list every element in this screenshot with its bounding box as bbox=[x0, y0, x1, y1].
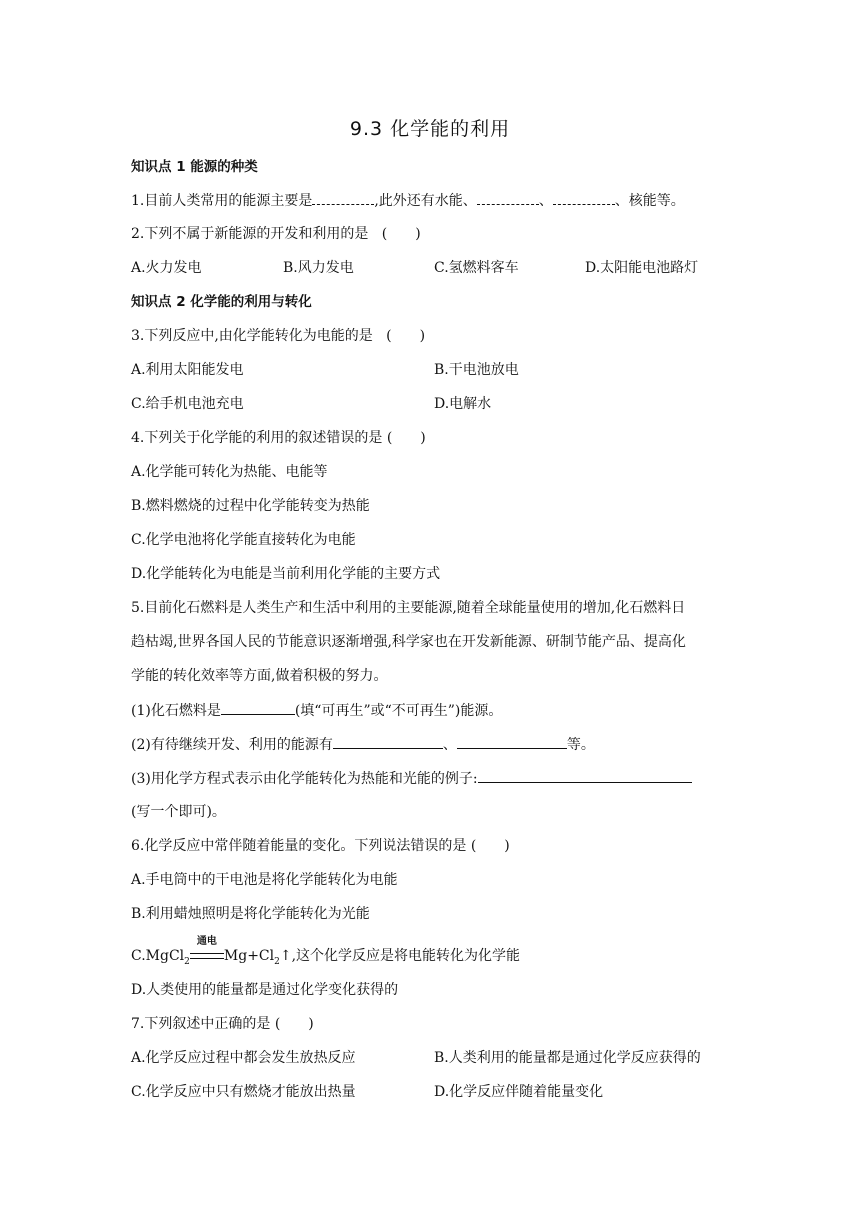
q1-blank-2[interactable] bbox=[477, 190, 539, 205]
question-7-stem bbox=[131, 1014, 314, 1034]
q7-option-d[interactable]: D.化学反应伴随着能量变化 bbox=[434, 1084, 604, 1100]
answer-paren-close: ) bbox=[308, 1016, 314, 1032]
q2-stem-text: 2.下列不属于新能源的开发和利用的是 bbox=[131, 226, 369, 242]
question-4-stem bbox=[131, 428, 426, 448]
q4-stem-text: 4.下列关于化学能的利用的叙述错误的是 bbox=[131, 430, 383, 446]
q4-option-d[interactable]: D.化学能转化为电能是当前利用化学能的主要方式 bbox=[131, 566, 441, 582]
q3-option-d[interactable]: D.电解水 bbox=[434, 396, 492, 412]
q5-p1-text-a: (1)化石燃料是 bbox=[131, 703, 221, 719]
answer-paren-close: ) bbox=[415, 226, 421, 242]
q1-text-a: 1.目前人类常用的能源主要是 bbox=[131, 193, 313, 209]
q7-option-b[interactable]: B.人类利用的能量都是通过化学反应获得的 bbox=[434, 1050, 701, 1066]
q5-part-3 bbox=[131, 768, 692, 789]
q4-option-c[interactable]: C.化学电池将化学能直接转化为电能 bbox=[131, 532, 356, 548]
q6-c-formula-a: C.MgCl bbox=[131, 948, 185, 964]
q6-c-condition: 通电 bbox=[196, 936, 217, 947]
q3-stem-text: 3.下列反应中,由化学能转化为电能的是 bbox=[131, 328, 373, 344]
q3-option-a[interactable]: A.利用太阳能发电 bbox=[131, 362, 244, 378]
q6-stem-text: 6.化学反应中常伴随着能量的变化。下列说法错误的是 bbox=[131, 838, 467, 854]
q5-p2-blank-1[interactable] bbox=[333, 734, 443, 749]
answer-paren-open: ( bbox=[386, 328, 392, 344]
q4-option-a[interactable]: A.化学能可转化为热能、电能等 bbox=[131, 464, 328, 480]
q5-line-2: 趋枯竭,世界各国人民的节能意识逐渐增强,科学家也在开发新能源、研制节能产品、提高化 bbox=[131, 634, 686, 650]
q6-c-subscript-2: 2 bbox=[274, 956, 280, 967]
q3-option-c[interactable]: C.给手机电池充电 bbox=[131, 396, 244, 412]
question-2-stem bbox=[131, 224, 421, 244]
q2-option-a[interactable]: A.火力发电 bbox=[131, 260, 202, 276]
q5-p3-text-a: (3)用化学方程式表示由化学能转化为热能和光能的例子: bbox=[131, 771, 478, 787]
q5-line-1: 5.目前化石燃料是人类生产和生活中利用的主要能源,随着全球能量使用的增加,化石燃料日 bbox=[131, 600, 686, 616]
q2-option-b[interactable]: B.风力发电 bbox=[283, 260, 354, 276]
q6-c-formula-b: Mg+Cl bbox=[223, 948, 275, 964]
q7-option-a[interactable]: A.化学反应过程中都会发生放热反应 bbox=[131, 1050, 356, 1066]
q1-text-c: 、 bbox=[538, 193, 553, 209]
answer-paren-open: ( bbox=[274, 1016, 281, 1032]
q5-p2-blank-2[interactable] bbox=[457, 734, 567, 749]
question-6-stem bbox=[131, 836, 510, 856]
q5-line-3: 学能的转化效率等方面,做着积极的努力。 bbox=[131, 668, 388, 684]
q5-p2-text-a: (2)有待继续开发、利用的能源有 bbox=[131, 737, 333, 753]
answer-paren-close: ) bbox=[419, 328, 426, 344]
q6-c-equals-sign bbox=[190, 953, 224, 959]
q2-option-c[interactable]: C.氢燃料客车 bbox=[434, 260, 519, 276]
question-3-stem bbox=[131, 326, 425, 346]
q5-part-3-note: (写一个即可)。 bbox=[131, 804, 226, 820]
section-heading-1: 知识点 1 能源的种类 bbox=[131, 159, 258, 175]
answer-paren-open: ( bbox=[381, 226, 388, 242]
answer-paren-close: ) bbox=[504, 838, 510, 854]
q5-p3-blank[interactable] bbox=[478, 768, 692, 783]
q5-p2-text-c: 等。 bbox=[566, 737, 595, 753]
q5-part-2 bbox=[131, 734, 595, 755]
answer-paren-open: ( bbox=[386, 430, 393, 446]
q4-option-b[interactable]: B.燃料燃烧的过程中化学能转变为热能 bbox=[131, 498, 370, 514]
q6-option-a[interactable]: A.手电筒中的干电池是将化学能转化为电能 bbox=[131, 872, 398, 888]
q5-p1-text-b: (填“可再生”或“不可再生”)能源。 bbox=[294, 703, 503, 719]
answer-paren-open: ( bbox=[470, 838, 477, 854]
q6-c-subscript-1: 2 bbox=[184, 956, 190, 967]
q5-p2-text-b: 、 bbox=[442, 737, 457, 753]
q1-blank-3[interactable] bbox=[553, 190, 615, 205]
q5-part-1 bbox=[131, 700, 502, 721]
answer-paren-close: ) bbox=[420, 430, 426, 446]
q6-option-b[interactable]: B.利用蜡烛照明是将化学能转化为光能 bbox=[131, 906, 370, 922]
section-heading-2: 知识点 2 化学能的利用与转化 bbox=[131, 294, 312, 310]
q7-stem-text: 7.下列叙述中正确的是 bbox=[131, 1016, 271, 1032]
q1-text-b: ,此外还有水能、 bbox=[374, 193, 477, 209]
page-title: 9.3 化学能的利用 bbox=[349, 118, 511, 140]
q6-c-text: ↑,这个化学反应是将电能转化为化学能 bbox=[279, 948, 521, 964]
q1-text-d: 、核能等。 bbox=[614, 193, 685, 209]
q6-c-reaction-arrow bbox=[190, 936, 224, 966]
question-1 bbox=[131, 190, 685, 211]
q6-option-d[interactable]: D.人类使用的能量都是通过化学变化获得的 bbox=[131, 982, 399, 998]
q6-option-c[interactable] bbox=[131, 936, 521, 972]
q1-blank-1[interactable] bbox=[312, 190, 374, 205]
q2-option-d[interactable]: D.太阳能电池路灯 bbox=[585, 260, 699, 276]
q7-option-c[interactable]: C.化学反应中只有燃烧才能放出热量 bbox=[131, 1084, 356, 1100]
q3-option-b[interactable]: B.干电池放电 bbox=[434, 362, 519, 378]
q5-p1-blank[interactable] bbox=[221, 700, 295, 715]
